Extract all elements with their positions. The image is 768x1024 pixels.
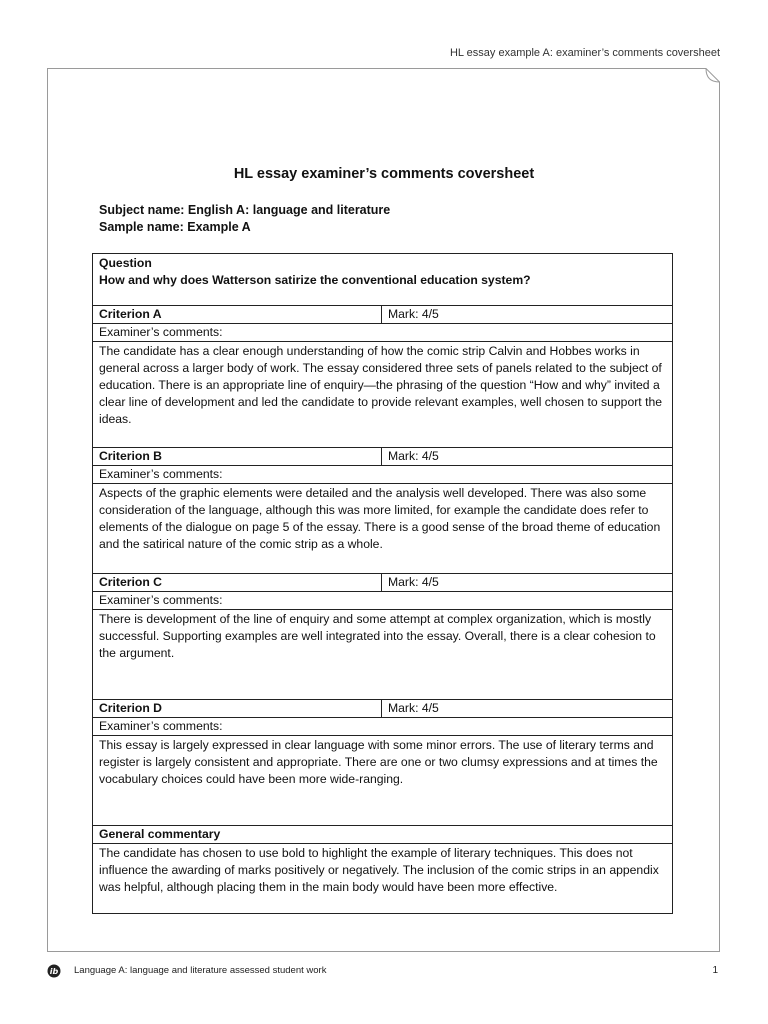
svg-text:ib: ib (49, 967, 59, 976)
coversheet-table (92, 253, 673, 914)
criterion-b-mark: Mark: 4/5 (382, 448, 673, 466)
general-commentary-label: General commentary (93, 826, 673, 844)
criterion-c-mark: Mark: 4/5 (382, 574, 673, 592)
criterion-a-name: Criterion A (93, 306, 382, 324)
page-border-right (719, 82, 720, 952)
page-number: 1 (712, 965, 718, 976)
criterion-a-comments: The candidate has a clear enough understanding of how the comic strip Calvin and Hobbes works in general across a larger body of work. The essay considered three sets of panels related to the subject of education. There is an appropriate line of enquiry—the phrasing of the question “How and why” invited a clear line of development and led the candidate to provide relevant examples, well chosen to support the ideas. (93, 342, 673, 448)
criterion-d-name: Criterion D (93, 700, 382, 718)
criterion-b-header-row (93, 448, 673, 466)
running-header: HL essay example A: examiner’s comments coversheet (449, 47, 720, 59)
criterion-b-comments-label: Examiner’s comments: (93, 466, 673, 484)
criterion-c-comments-label: Examiner’s comments: (93, 592, 673, 610)
general-commentary-text: The candidate has chosen to use bold to highlight the example of literary techniques. This does not influence the awarding of marks positively or negatively. The inclusion of the comic strips in an appendix was helpful, although placing them in the main body would have been more effective. (93, 844, 673, 914)
sample-name: Sample name: Example A (99, 220, 251, 234)
question-row (93, 254, 673, 306)
criterion-a-mark: Mark: 4/5 (382, 306, 673, 324)
criterion-d-mark: Mark: 4/5 (382, 700, 673, 718)
criterion-a-header-row (93, 306, 673, 324)
question-text: How and why does Watterson satirize the conventional education system? (99, 273, 531, 287)
criterion-c-comments: There is development of the line of enquiry and some attempt at complex organization, which is mostly successful. Supporting examples are well integrated into the essay. Overall, there is a clear cohesion to the argument. (93, 610, 673, 700)
criterion-d-header-row (93, 700, 673, 718)
criterion-c-name: Criterion C (93, 574, 382, 592)
criterion-b-comments: Aspects of the graphic elements were detailed and the analysis well developed. There was also some consideration of the language, although this was more limited, for example the candidate does refer to elements of the dialogue on page 5 of the essay. There is a good sense of the broad theme of education and the satirical nature of the comic strip as a whole. (93, 484, 673, 574)
criterion-a-comments-label: Examiner’s comments: (93, 324, 673, 342)
document-title: HL essay examiner’s comments coversheet (233, 166, 535, 182)
page-corner-fold-icon (705, 68, 720, 83)
ib-logo-icon (47, 964, 61, 978)
criterion-c-header-row (93, 574, 673, 592)
criterion-b-name: Criterion B (93, 448, 382, 466)
criterion-d-comments-label: Examiner’s comments: (93, 718, 673, 736)
footer-text: Language A: language and literature assessed student work (74, 965, 327, 976)
subject-name: Subject name: English A: language and literature (99, 203, 391, 217)
criterion-d-comments: This essay is largely expressed in clear language with some minor errors. The use of literary terms and register is largely consistent and appropriate. There are one or two clumsy expressions and at times the vocabulary choices could have been more wide-ranging. (93, 736, 673, 826)
question-label: Question (99, 256, 152, 270)
footer-divider (47, 951, 720, 952)
